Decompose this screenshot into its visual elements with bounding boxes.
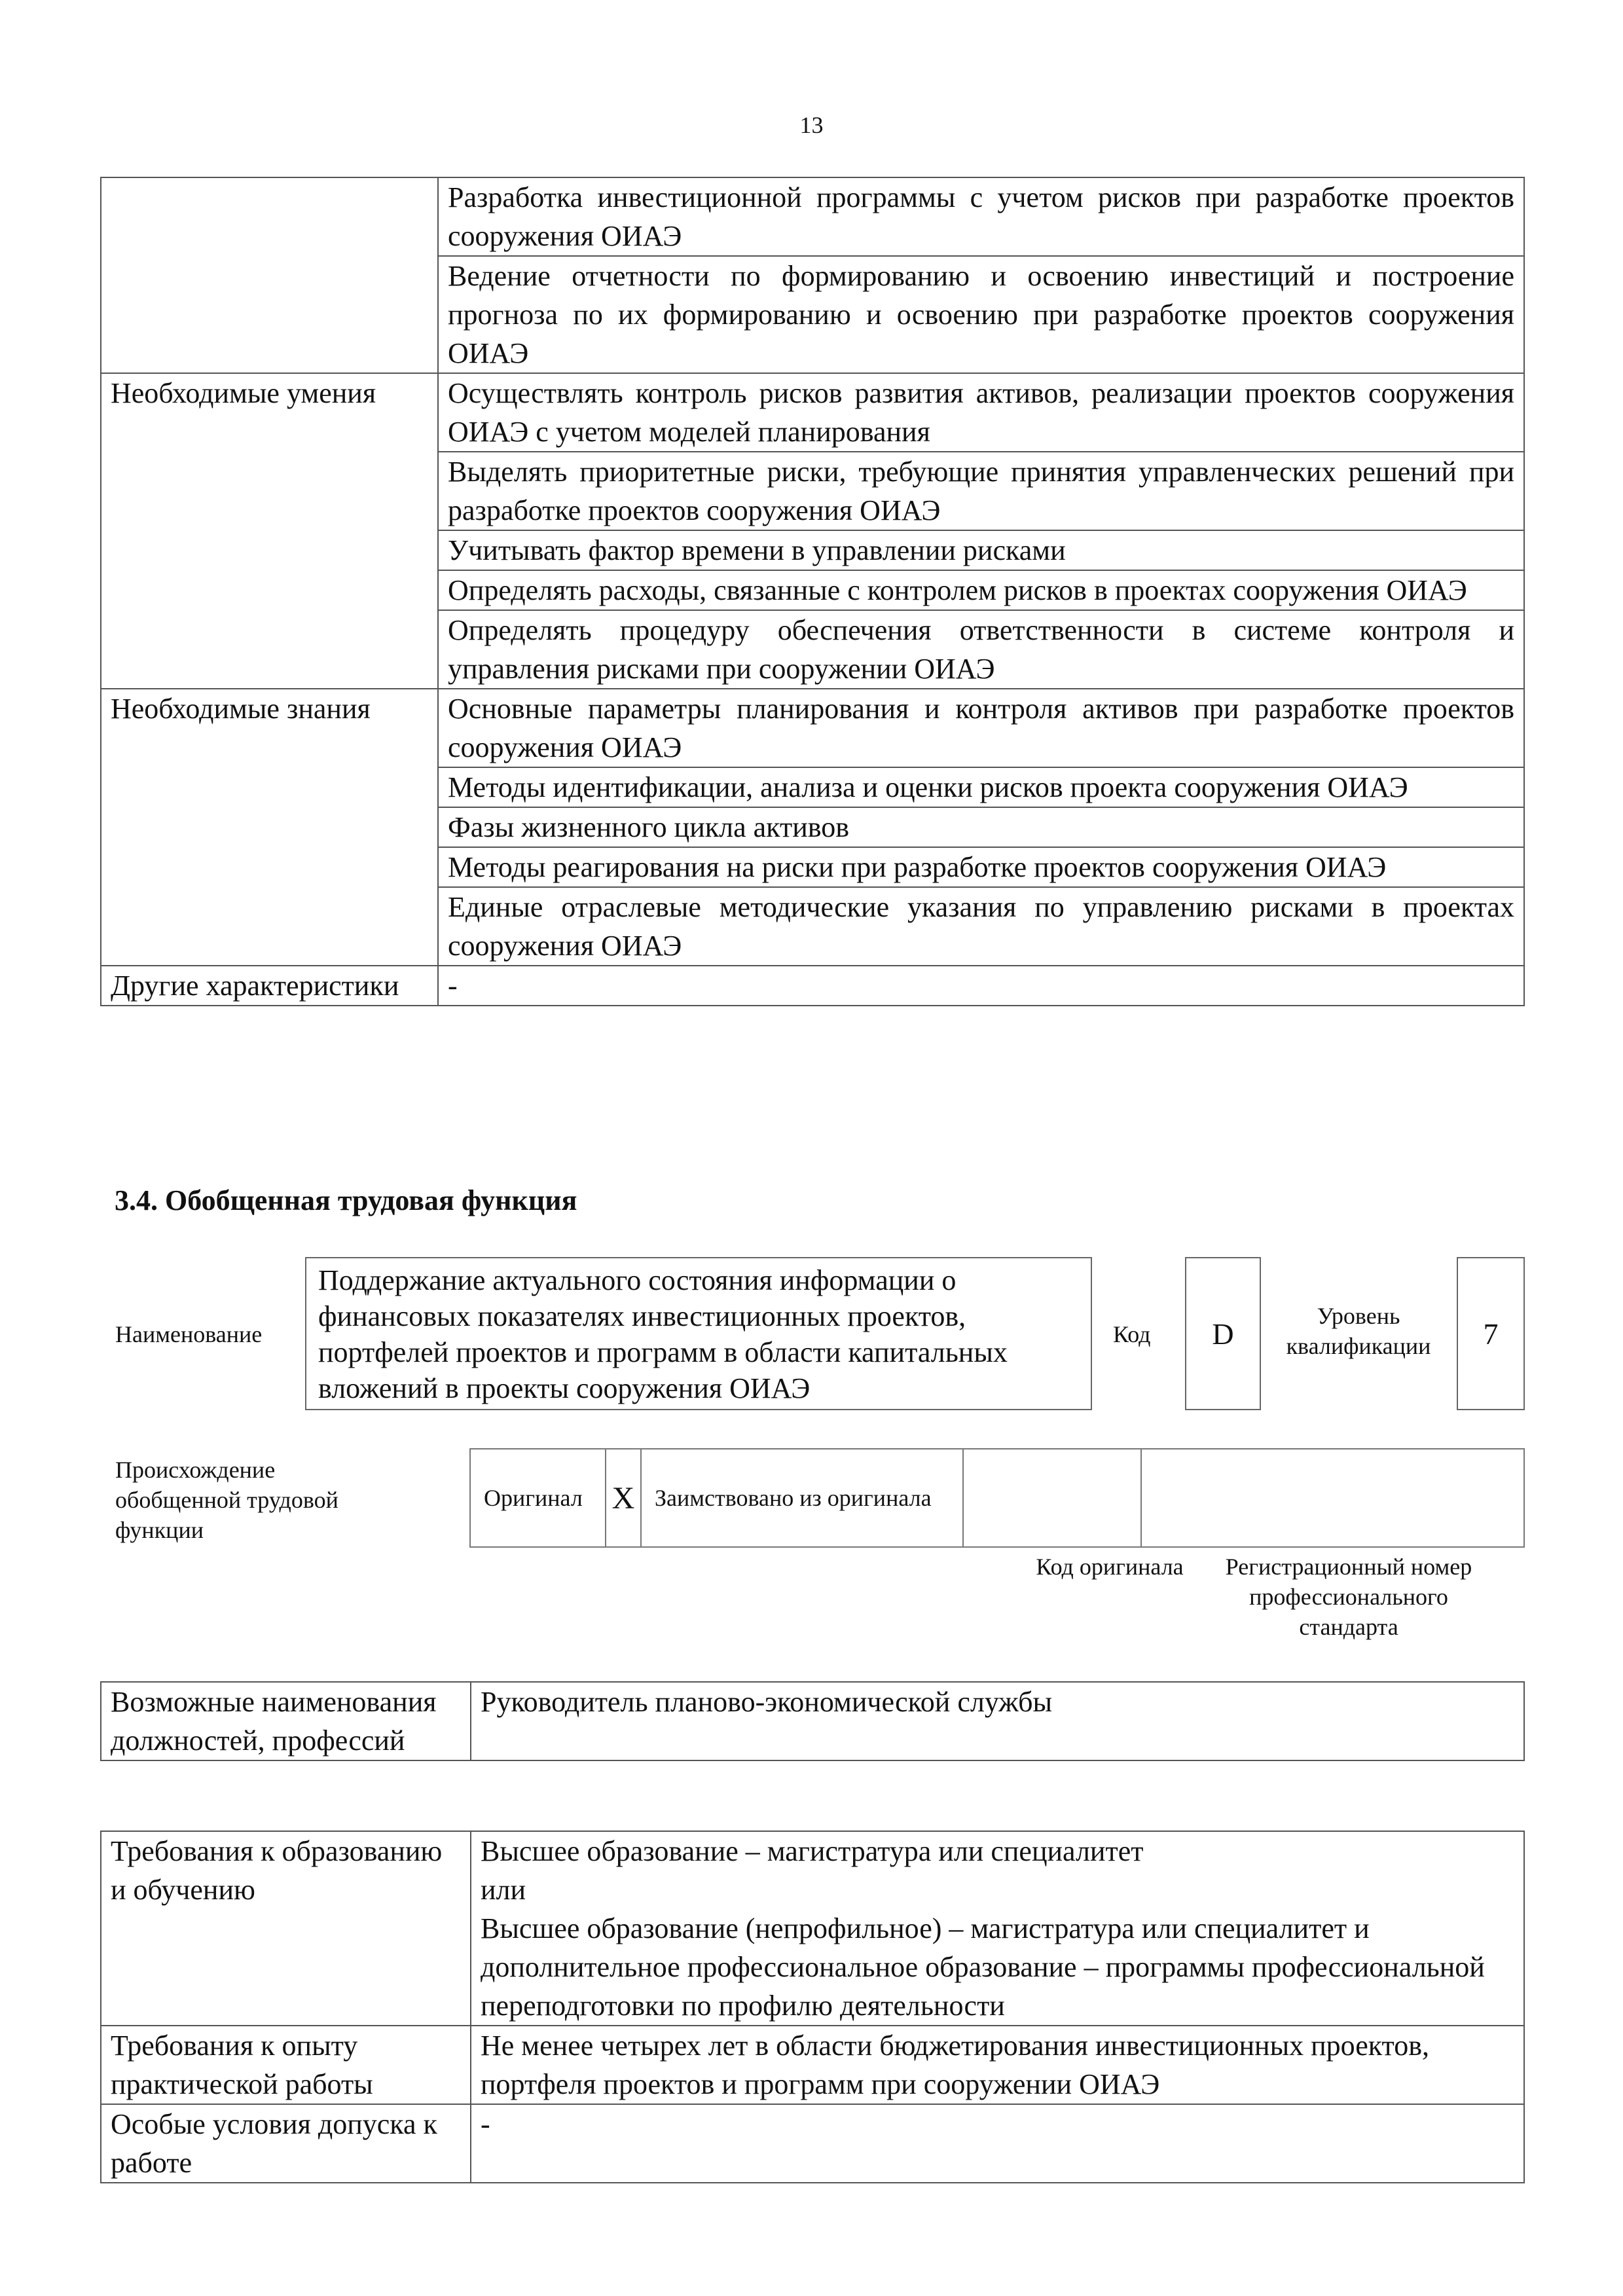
row-text: Осуществлять контроль рисков развития активов, реализации проектов сооружения ОИАЭ с учетом моделей планирования [438, 373, 1524, 452]
reg-number-caption: Регистрационный номер профессионального стандарта [1225, 1554, 1472, 1640]
original-mark: X [606, 1449, 641, 1547]
professions-label: Возможные наименования должностей, профессий [101, 1682, 471, 1760]
row-text: Основные параметры планирования и контроля активов при разработке проектов сооружения ОИАЭ [438, 689, 1524, 767]
table-row [101, 2104, 1524, 2183]
row-text: Выделять приоритетные риски, требующие принятия управленческих решений при разработке проектов сооружения ОИАЭ [438, 452, 1524, 530]
row-label-knowledge: Необходимые знания [101, 689, 438, 966]
row-text: Методы идентификации, анализа и оценки рисков проекта сооружения ОИАЭ [438, 767, 1524, 807]
table-row [101, 2026, 1524, 2104]
table-row [101, 689, 1524, 767]
code-value: D [1185, 1257, 1261, 1410]
row-text: Определять расходы, связанные с контролем рисков в проектах сооружения ОИАЭ [438, 570, 1524, 610]
admission-label: Особые условия допуска к работе [101, 2104, 471, 2183]
row-text: Ведение отчетности по формированию и освоению инвестиций и построение прогноза по их формированию и освоению при разработке проектов сооружения ОИАЭ [438, 256, 1524, 373]
name-label: Наименование [115, 1321, 263, 1347]
education-line: Высшее образование (непрофильное) – магистратура или специалитет и дополнительное профессиональное образование – программы профессиональной переподготовки по профилю деятельности [481, 1912, 1485, 2022]
admission-value: - [471, 2104, 1524, 2183]
requirements-table [100, 1831, 1525, 2183]
reg-number-cell [1141, 1449, 1524, 1547]
original-code-cell [963, 1449, 1141, 1547]
original-code-caption: Код оригинала [1036, 1554, 1184, 1580]
education-line: Высшее образование – магистратура или специалитет [481, 1835, 1144, 1867]
borrowed-label: Заимствовано из оригинала [641, 1449, 963, 1547]
row-text: Учитывать фактор времени в управлении рисками [438, 530, 1524, 570]
professions-value: Руководитель планово-экономической службы [471, 1682, 1524, 1760]
table-row [470, 1449, 1524, 1547]
row-text: Определять процедуру обеспечения ответственности в системе контроля и управления рисками при сооружении ОИАЭ [438, 610, 1524, 689]
code-label: Код [1113, 1321, 1151, 1347]
education-label: Требования к образованию и обучению [101, 1831, 471, 2026]
row-text: Единые отраслевые методические указания по управлению рисками в проектах сооружения ОИАЭ [438, 887, 1524, 966]
skills-knowledge-table [100, 177, 1525, 1006]
table-row [101, 177, 1524, 256]
table-row [101, 1682, 1524, 1760]
table-row [101, 373, 1524, 452]
origin-table [469, 1448, 1525, 1548]
level-label: Уровень квалификации [1286, 1303, 1431, 1359]
professions-table [100, 1681, 1525, 1761]
row-label-skills: Необходимые умения [101, 373, 438, 689]
experience-label: Требования к опыту практической работы [101, 2026, 471, 2104]
education-line: или [481, 1874, 526, 1906]
level-value: 7 [1457, 1257, 1525, 1410]
section-heading: 3.4. Обобщенная трудовая функция [115, 1184, 577, 1216]
education-value [471, 1831, 1524, 2026]
row-text: - [438, 966, 1524, 1006]
row-label [101, 177, 438, 373]
table-row [101, 1831, 1524, 2026]
experience-value: Не менее четырех лет в области бюджетирования инвестиционных проектов, портфеля проектов и программ при сооружении ОИАЭ [471, 2026, 1524, 2104]
row-label-other: Другие характеристики [101, 966, 438, 1006]
original-label: Оригинал [470, 1449, 606, 1547]
page-number: 13 [799, 112, 824, 138]
table-row [101, 966, 1524, 1006]
function-name-box: Поддержание актуального состояния информации о финансовых показателях инвестиционных проектов, портфелей проектов и программ в области капитальных вложений в проекты сооружения ОИАЭ [305, 1257, 1092, 1410]
row-text: Фазы жизненного цикла активов [438, 807, 1524, 847]
row-text: Разработка инвестиционной программы с учетом рисков при разработке проектов сооружения ОИАЭ [438, 177, 1524, 256]
row-text: Методы реагирования на риски при разработке проектов сооружения ОИАЭ [438, 847, 1524, 887]
origin-label: Происхождение обобщенной трудовой функции [115, 1457, 338, 1543]
